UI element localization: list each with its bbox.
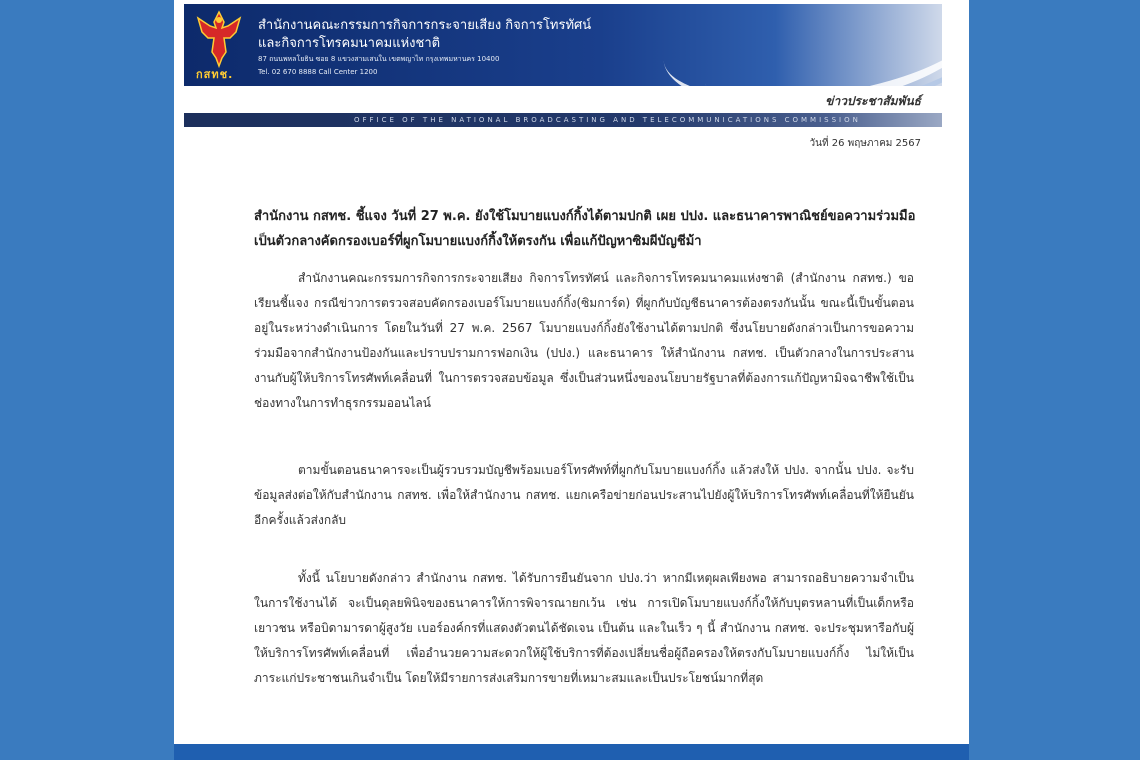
headline: สำนักงาน กสทช. ชี้แจง วันที่ 27 พ.ค. ยังใช้โมบายแบงก์กิ้งได้ตามปกติ เผย ปปง. และธนาคารพาณิชย์ขอความร่วมมือเป็นตัวกลางคัดกรองเบอร์ที่ผูกโมบายแบงก์กิ้งให้ตรงกัน เพื่อแก้ปัญหาซิมผีบัญชีม้า xyxy=(254,209,916,249)
page-footer-bar xyxy=(174,744,969,760)
press-release-label: ข่าวประชาสัมพันธ์ xyxy=(825,94,921,108)
paragraph-text: สำนักงานคณะกรรมการกิจการกระจายเสียง กิจการโทรทัศน์ และกิจการโทรคมนาคมแห่งชาติ (สำนักงาน กสทช.) ขอเรียนชี้แจง กรณีข่าวการตรวจสอบคัดกรองเบอร์โมบายแบงก์กิ้ง(ซิมการ์ด) ที่ผูกกับบัญชีธนาคารต้องตรงกันนั้น ขณะนี้เป็นขั้นตอนอยู่ในระหว่างดำเนินการ โดยในวันที่ 27 พ.ค. 2567 โมบายแบงก์กิ้งยังใช้งานได้ตามปกติ ซึ่งนโยบายดังกล่าวเป็นการขอความร่วมมือจากสำนักงานป้องกันและปราบปรามการฟอกเงิน (ปปง.) และธนาคาร ให้สำนักงาน กสทช. เป็นตัวกลางในการประสานงานกับผู้ให้บริการโทรศัพท์เคลื่อนที่ ในการตรวจสอบข้อมูล ซึ่งเป็นส่วนหนึ่งของนโยบายรัฐบาลที่ต้องการแก้ปัญหามิจฉาชีพใช้เป็นช่องทางในการทำธุรกรรมออนไลน์ xyxy=(254,271,914,410)
paragraph-text: ตามขั้นตอนธนาคารจะเป็นผู้รวบรวมบัญชีพร้อมเบอร์โทรศัพท์ที่ผูกกับโมบายแบงก์กิ้ง แล้วส่งให้ ปปง. จากนั้น ปปง. จะรับข้อมูลส่งต่อให้กับสำนักงาน กสทช. เพื่อให้สำนักงาน กสทช. แยกเครือข่ายก่อนประสานไปยังผู้ให้บริการโทรศัพท์เคลื่อนที่ให้ยืนยันอีกครั้งแล้วส่งกลับ xyxy=(254,463,914,527)
document-page xyxy=(174,0,969,760)
logo-wordmark: กสทช. xyxy=(196,68,234,81)
release-date: วันที่ 26 พฤษภาคม 2567 xyxy=(809,138,921,149)
body-paragraph-3 xyxy=(254,566,914,691)
body-paragraph-1 xyxy=(254,266,914,416)
org-address: 87 ถนนพหลโยธิน ซอย 8 แขวงสามเสนใน เขตพญาไท กรุงเทพมหานคร 10400 xyxy=(258,55,500,63)
letterhead-banner xyxy=(184,4,942,86)
paragraph-text: ทั้งนี้ นโยบายดังกล่าว สำนักงาน กสทช. ได้รับการยืนยันจาก ปปง.ว่า หากมีเหตุผลเพียงพอ สามารถอธิบายความจำเป็นในการใช้งานได้ จะเป็นดุลยพินิจของธนาคารให้การพิจารณายกเว้น เช่น การเปิดโมบายแบงก์กิ้งให้กับบุตรหลานที่เป็นเด็กหรือเยาวชน หรือบิดามารดาผู้สูงวัย เบอร์องค์กรที่แสดงตัวตนได้ชัดเจน เป็นต้น และในเร็ว ๆ นี้ สำนักงาน กสทช. จะประชุมหารือกับผู้ให้บริการโทรศัพท์เคลื่อนที่ เพื่ออำนวยความสะดวกให้ผู้ใช้บริการที่ต้องเปลี่ยนชื่อผู้ถือครองให้ตรงกับโมบายแบงก์กิ้ง ไม่ให้เป็นภาระแก่ประชาชนเกินจำเป็น โดยให้มีรายการส่งเสริมการขายที่เหมาะสมและเป็นประโยชน์มากที่สุด xyxy=(254,571,914,685)
org-name-line1: สำนักงานคณะกรรมการกิจการกระจายเสียง กิจการโทรทัศน์ xyxy=(258,18,592,33)
org-phone: Tel. 02 670 8888 Call Center 1200 xyxy=(258,68,378,76)
commission-name-bar: OFFICE OF THE NATIONAL BROADCASTING AND TELECOMMUNICATIONS COMMISSION xyxy=(184,113,942,127)
org-name-line2: และกิจการโทรคมนาคมแห่งชาติ xyxy=(258,36,441,51)
body-paragraph-2 xyxy=(254,458,914,533)
